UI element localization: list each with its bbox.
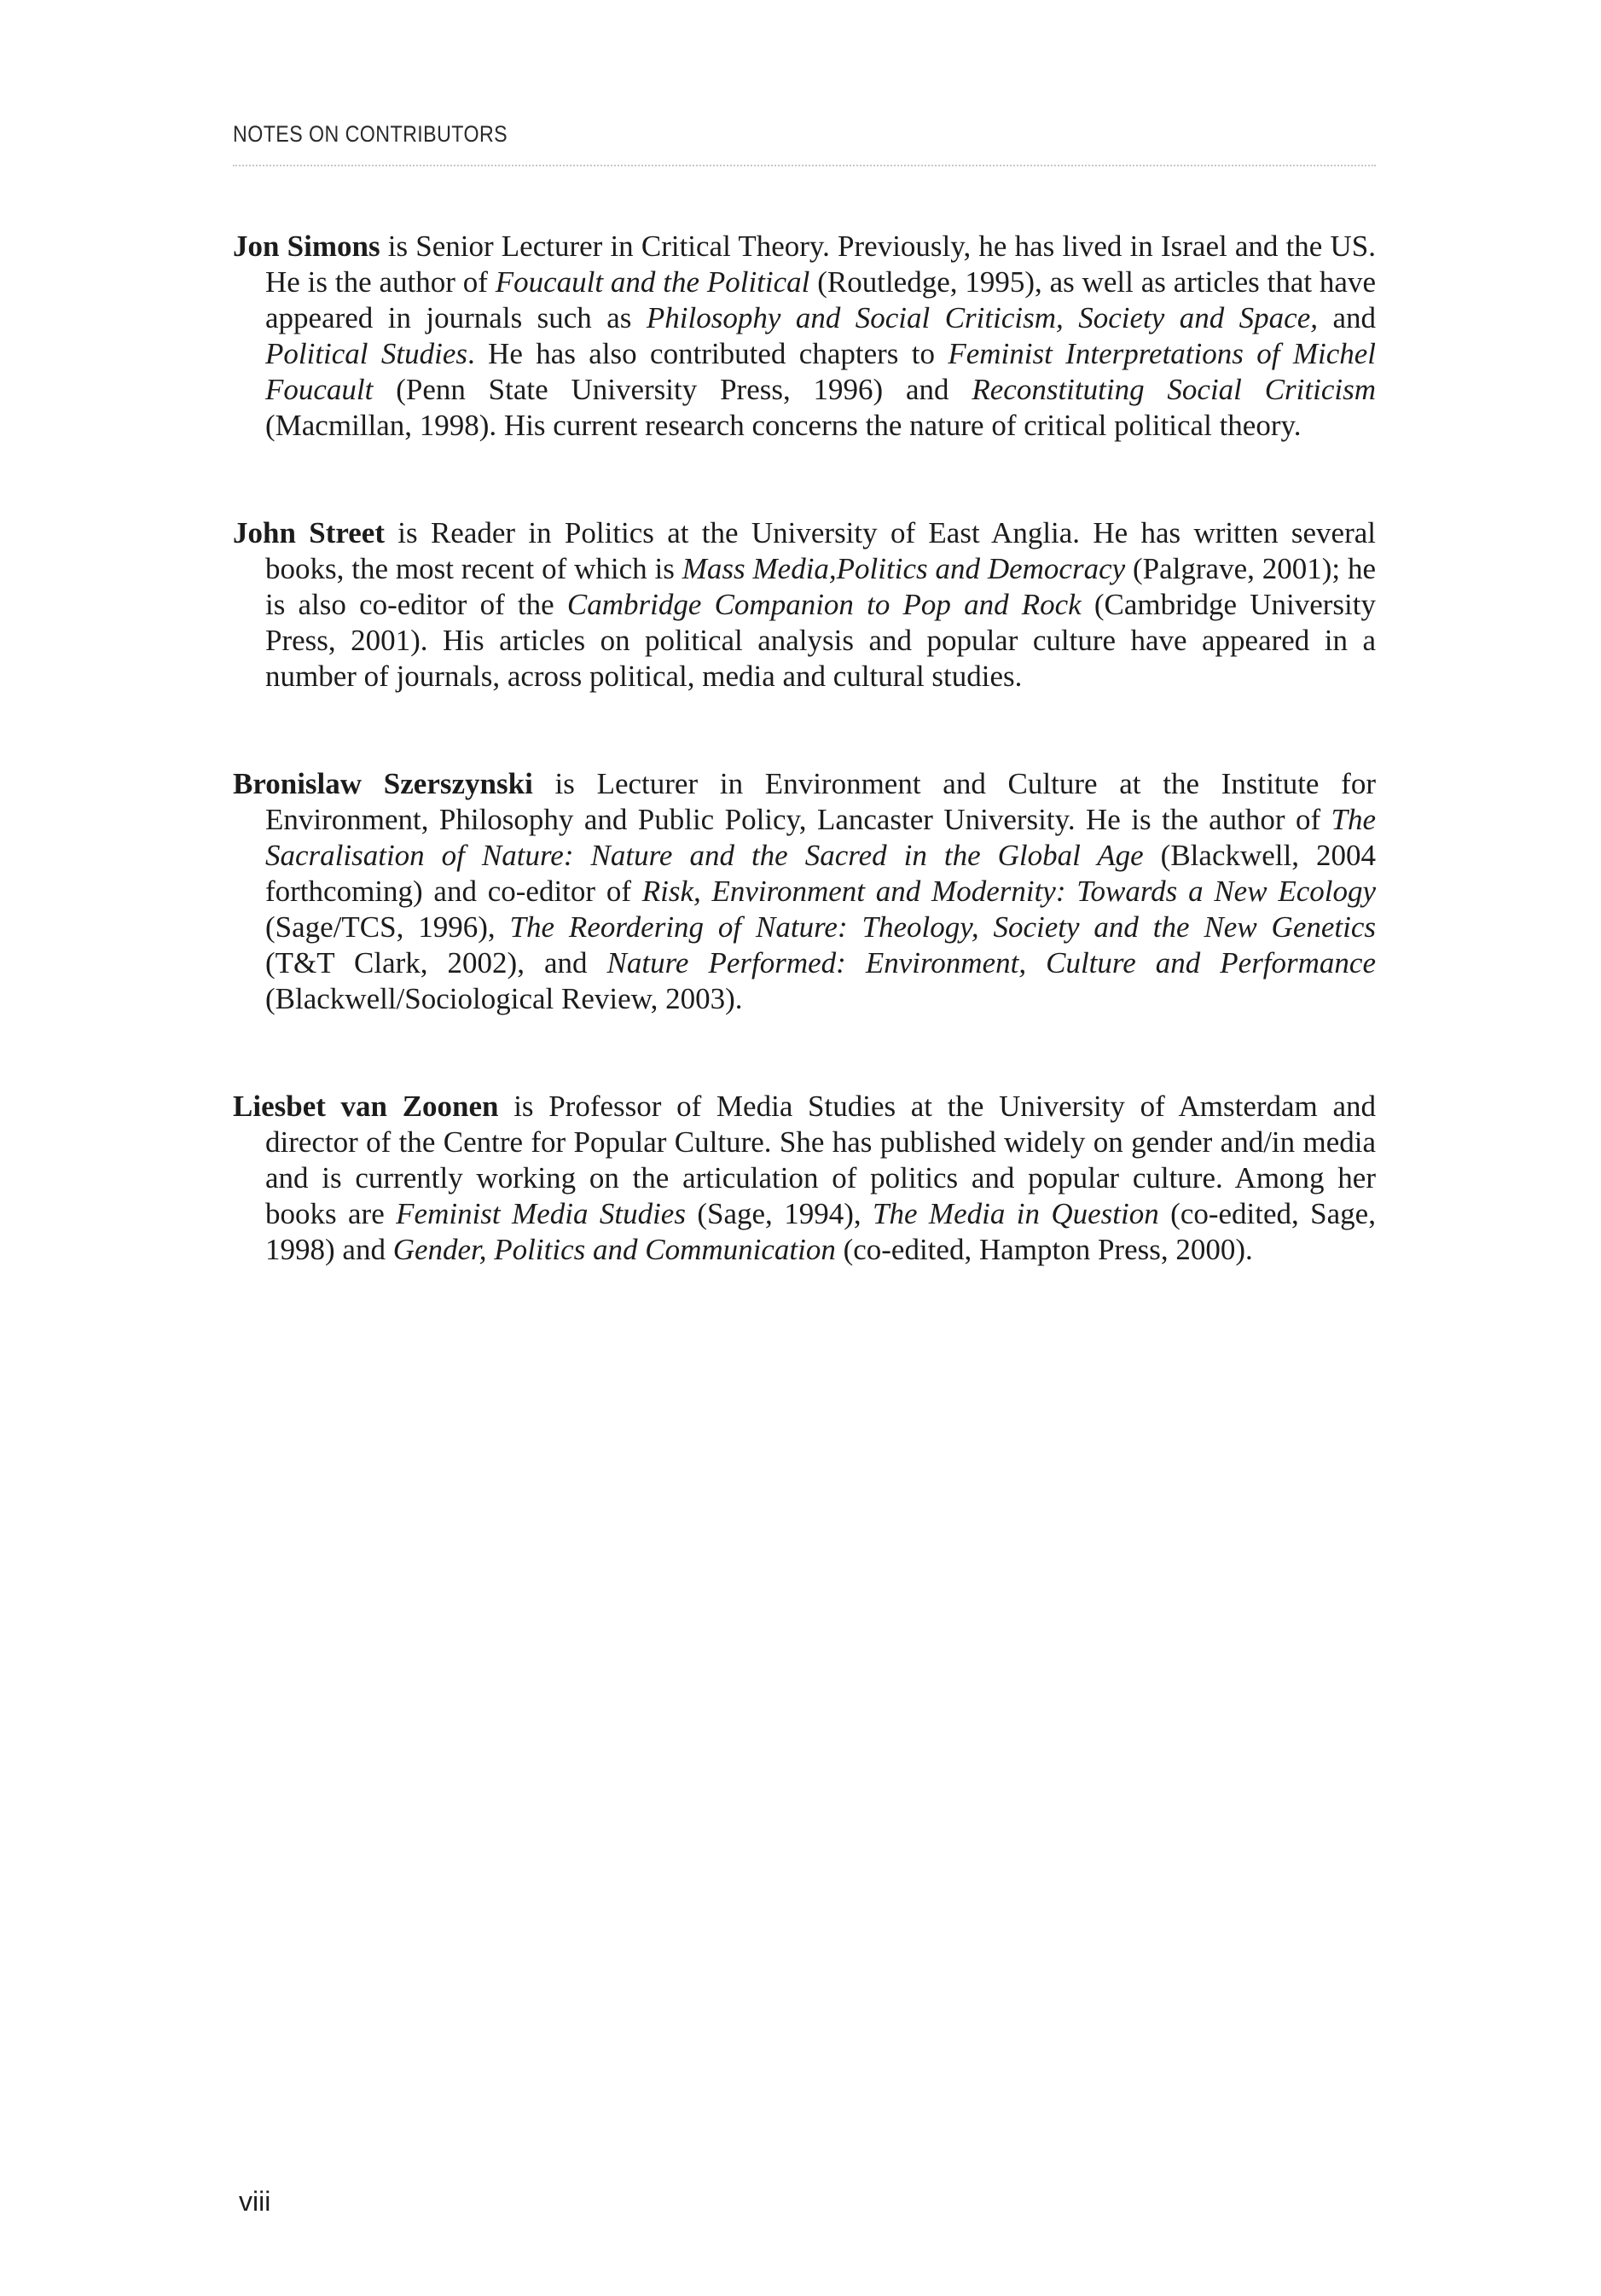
work-title: Foucault and the Political [495, 265, 810, 299]
work-title: The Reordering of Nature: Theology, Society and the New Genetics [509, 910, 1377, 944]
work-title: Risk, Environment and Modernity: Towards a New Ecology [641, 875, 1376, 908]
contributor-entry [233, 766, 1376, 1017]
contributor-name: Liesbet van Zoonen [233, 1090, 499, 1123]
contributor-name: John Street [233, 516, 385, 549]
work-title: Cambridge Companion to Pop and Rock [566, 588, 1082, 621]
contributor-entry [233, 515, 1376, 695]
contributor-name: Jon Simons [233, 230, 380, 263]
work-title: Nature Performed: Environment, Culture and Performance [606, 946, 1376, 979]
work-title: Mass Media,Politics and Democracy [682, 552, 1126, 585]
header-rule [233, 165, 1376, 166]
work-title: The Media in Question [873, 1197, 1159, 1230]
work-title: Gender, Politics and Communication [392, 1233, 836, 1266]
contributor-bio: is Reader in Politics at the University of East Anglia. He has written several books, the most recent of which is Mass Media,Politics and Democracy (Palgrave, 2001); he is also co-editor of the Cambridge Companion to Pop and Rock (Cambridge University Press, 2001). His articles on political analysis and popular culture have appeared in a number of journals, across political, media and cultural studies. [265, 516, 1376, 693]
work-title: Philosophy and Social Criticism, Society and Space, [646, 301, 1318, 334]
work-title: The Sacralisation of Nature: Nature and the Sacred in the Global Age [265, 803, 1376, 872]
contributor-entry [233, 1089, 1376, 1268]
page-number: viii [239, 2186, 271, 2217]
contributor-list [233, 229, 1376, 1340]
contributor-bio: is Lecturer in Environment and Culture at the Institute for Environment, Philosophy and Public Policy, Lancaster University. He is the author of The Sacralisation of Nature: Nature and the Sacred in the Global Age (Blackwell, 2004 forthcoming) and co-editor of Risk, Environment and Modernity: Towards a New Ecology (Sage/TCS, 1996), The Reordering of Nature: Theology, Society and the New Genetics (T&T Clark, 2002), and Nature Performed: Environment, Culture and Performance (Blackwell/Sociological Review, 2003). [265, 767, 1377, 1015]
contributor-bio: is Senior Lecturer in Critical Theory. Previously, he has lived in Israel and the US. He is the author of Foucault and the Political (Routledge, 1995), as well as articles that have appeared in journals such as Philosophy and Social Criticism, Society and Space, and Political Studies. He has also contributed chapters to Feminist Interpretations of Michel Foucault (Penn State University Press, 1996) and Reconstituting Social Criticism (Macmillan, 1998). His current research concerns the nature of critical political theory. [265, 230, 1377, 442]
contributor-entry [233, 229, 1376, 444]
contributor-bio: is Professor of Media Studies at the University of Amsterdam and director of the Centre for Popular Culture. She has published widely on gender and/in media and is currently working on the articulation of politics and popular culture. Among her books are Feminist Media Studies (Sage, 1994), The Media in Question (co-edited, Sage, 1998) and Gender, Politics and Communication (co-edited, Hampton Press, 2000). [265, 1090, 1376, 1266]
work-title: Political Studies [265, 337, 467, 370]
work-title: Reconstituting Social Criticism [972, 373, 1377, 406]
work-title: Feminist Media Studies [396, 1197, 686, 1230]
contributor-name: Bronislaw Szerszynski [233, 767, 533, 800]
work-title: Feminist Interpretations of Michel Foucault [265, 337, 1376, 406]
running-head: NOTES ON CONTRIBUTORS [233, 121, 508, 147]
